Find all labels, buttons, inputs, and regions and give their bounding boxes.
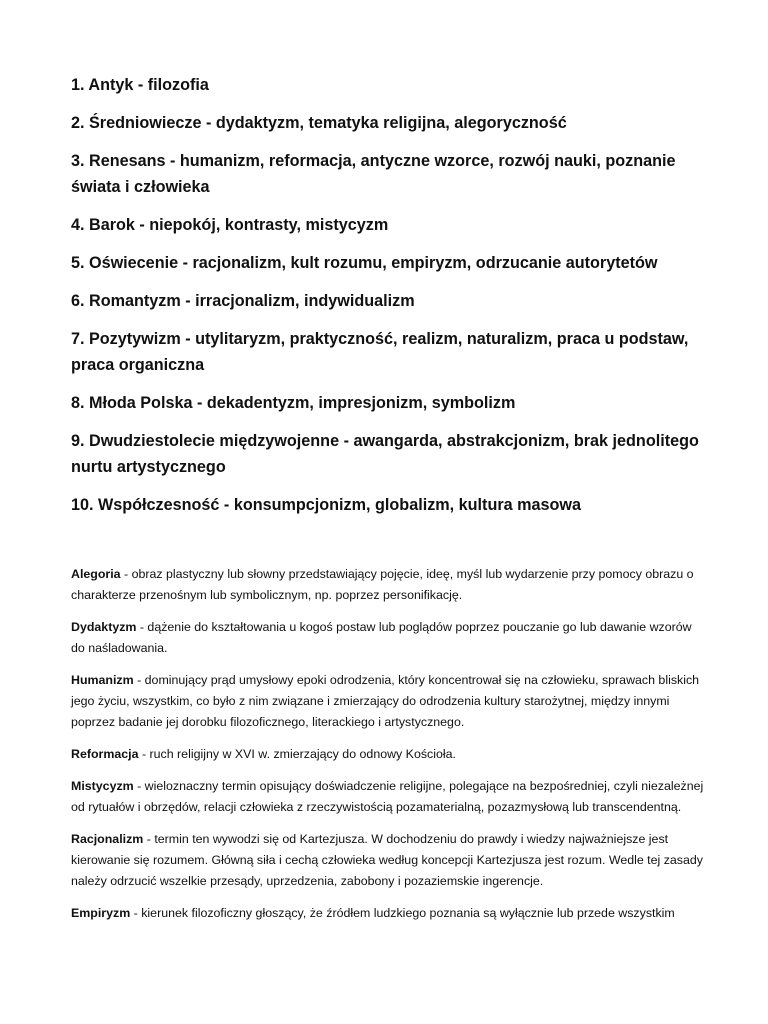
- definition-term: Empiryzm: [71, 906, 131, 920]
- epoch-item: 6. Romantyzm - irracjonalizm, indywidualizm: [71, 292, 415, 310]
- definition-term: Mistycyzm: [71, 779, 134, 793]
- epoch-item: 3. Renesans - humanizm, reformacja, antyczne wzorce, rozwój nauki, poznanie świata i człowieka: [71, 152, 676, 196]
- definition-text: - dążenie do kształtowania u kogoś postaw lub poglądów poprzez pouczanie go lub dawanie wzorów do naśladowania.: [71, 620, 692, 655]
- definition-reformacja: [71, 744, 708, 765]
- definition-term: Racjonalizm: [71, 832, 144, 846]
- epochs-list: [71, 72, 708, 518]
- definition-text: - kierunek filozoficzny głoszący, że źródłem ludzkiego poznania są wyłącznie lub przede wszystkim: [130, 906, 675, 920]
- definition-term: Humanizm: [71, 673, 134, 687]
- definition-text: - wieloznaczny termin opisujący doświadczenie religijne, polegające na bezpośredniej, czyli niezależnej od rytuałów i obrzędów, relacji człowieka z rzeczywistością pozamaterialną, pozazmysłową lub transcendentną.: [71, 779, 704, 814]
- definition-mistycyzm: [71, 776, 708, 818]
- definition-racjonalizm: [71, 829, 708, 892]
- definition-text: - dominujący prąd umysłowy epoki odrodzenia, który koncentrował się na człowieku, sprawach bliskich jego życiu, wszystkim, co było z nim związane i zmierzający do odrodzenia kultury starożytnej, między innymi poprzez badanie jej dorobku filozoficznego, literackiego i artystycznego.: [71, 673, 700, 729]
- definition-text: - ruch religijny w XVI w. zmierzający do odnowy Kościoła.: [138, 747, 456, 761]
- epoch-item: 9. Dwudziestolecie międzywojenne - awangarda, abstrakcjonizm, brak jednolitego nurtu artystycznego: [71, 432, 699, 476]
- definition-dydaktyzm: [71, 617, 708, 659]
- definition-term: Reformacja: [71, 747, 139, 761]
- epoch-item: 10. Współczesność - konsumpcjonizm, globalizm, kultura masowa: [71, 496, 582, 514]
- definition-term: Alegoria: [71, 567, 121, 581]
- epoch-item: 1. Antyk - filozofia: [71, 76, 209, 94]
- definition-text: - obraz plastyczny lub słowny przedstawiający pojęcie, ideę, myśl lub wydarzenie przy pomocy obrazu o charakterze przenośnym lub symbolicznym, np. poprzez personifikację.: [71, 567, 694, 602]
- epoch-item: 7. Pozytywizm - utylitaryzm, praktyczność, realizm, naturalizm, praca u podstaw, praca organiczna: [71, 330, 689, 374]
- epoch-item: 8. Młoda Polska - dekadentyzm, impresjonizm, symbolizm: [71, 394, 516, 412]
- definition-alegoria: [71, 564, 708, 606]
- definition-humanizm: [71, 670, 708, 733]
- epoch-item: 2. Średniowiecze - dydaktyzm, tematyka religijna, alegoryczność: [71, 114, 567, 132]
- definition-term: Dydaktyzm: [71, 620, 137, 634]
- definition-empiryzm: [71, 903, 708, 924]
- epoch-item: 5. Oświecenie - racjonalizm, kult rozumu, empiryzm, odrzucanie autorytetów: [71, 254, 658, 272]
- definitions-section: [71, 564, 708, 924]
- epoch-item: 4. Barok - niepokój, kontrasty, mistycyzm: [71, 216, 389, 234]
- definition-text: - termin ten wywodzi się od Kartezjusza. W dochodzeniu do prawdy i wiedzy najważniejsze jest kierowanie się rozumem. Główną siła i cechą człowieka według koncepcji Kartezjusza jest rozum. Wedle tej zasady należy odrzucić wszelkie przesądy, uprzedzenia, zabobony i pozaziemskie ingerencje.: [71, 832, 703, 888]
